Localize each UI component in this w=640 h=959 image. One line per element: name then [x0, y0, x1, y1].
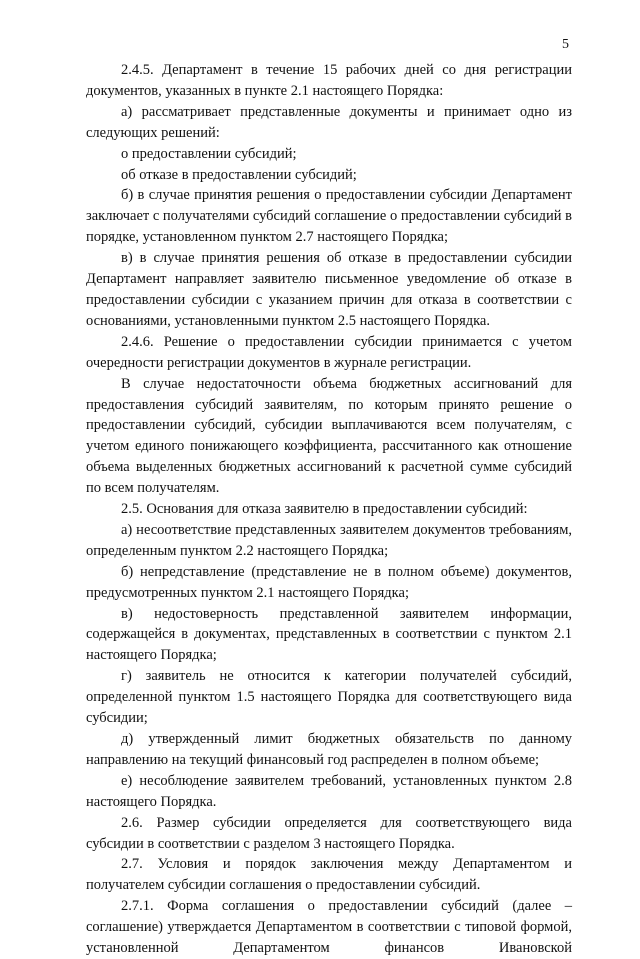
paragraph: г) заявитель не относится к категории получателей субсидий, определенной пунктом 1.5 настоящего Порядка для соответствующего вида субсидии; — [86, 668, 572, 727]
paragraph: о предоставлении субсидий; — [121, 145, 297, 162]
paragraph: 2.7.1. Форма соглашения о предоставлении субсидий (далее – соглашение) утверждается Департаментом в соответствии с типовой формой, установленной Департаментом финансов Ивановской — [86, 898, 572, 957]
paragraph: в) недостоверность представленной заявителем информации, содержащейся в документах, представленных в соответствии с пунктом 2.1 настоящего Порядка; — [86, 605, 572, 664]
document-body — [86, 60, 572, 959]
paragraph: 2.7. Условия и порядок заключения между Департаментом и получателем субсидии соглашения о предоставлении субсидий. — [86, 856, 572, 894]
paragraph: В случае недостаточности объема бюджетных ассигнований для предоставления субсидий заявителям, по которым принято решение о предоставлении субсидий, субсидии выплачиваются всем получателям, с учетом единого понижающего коэффициента, рассчитанного как отношение объема выделенных бюджетных ассигнований к расчетной сумме субсидий по всем получателям. — [86, 375, 572, 497]
page-number: 5 — [562, 37, 569, 52]
paragraph: д) утвержденный лимит бюджетных обязательств по данному направлению на текущий финансовый год распределен в полном объеме; — [86, 731, 572, 768]
paragraph: а) рассматривает представленные документы и принимает одно из следующих решений: — [86, 103, 572, 141]
paragraph: 2.6. Размер субсидии определяется для соответствующего вида субсидии в соответствии с разделом 3 настоящего Порядка. — [86, 814, 572, 852]
paragraph: 2.5. Основания для отказа заявителю в предоставлении субсидий: — [121, 501, 528, 518]
paragraph: а) несоответствие представленных заявителем документов требованиям, определенным пунктом 2.2 настоящего Порядка; — [86, 521, 572, 559]
paragraph: 2.4.5. Департамент в течение 15 рабочих дней со дня регистрации документов, указанных в пункте 2.1 настоящего Порядка: — [86, 62, 572, 99]
paragraph: в) в случае принятия решения об отказе в предоставлении субсидии Департамент направляет заявителю письменное уведомление об отказе в предоставлении субсидии с указанием причин для отказа в соответствии с основаниями, установленными пунктом 2.5 настоящего Порядка. — [86, 250, 572, 329]
paragraph: об отказе в предоставлении субсидий; — [121, 166, 357, 183]
paragraph: б) в случае принятия решения о предоставлении субсидии Департамент заключает с получателями субсидий соглашение о предоставлении субсидий в порядке, установленном пунктом 2.7 настоящего Порядка; — [86, 187, 572, 246]
paragraph: б) непредставление (представление не в полном объеме) документов, предусмотренных пунктом 2.1 настоящего Порядка; — [86, 563, 572, 601]
paragraph: е) несоблюдение заявителем требований, установленных пунктом 2.8 настоящего Порядка. — [86, 772, 572, 810]
paragraph: 2.4.6. Решение о предоставлении субсидии принимается с учетом очередности регистрации документов в журнале регистрации. — [86, 333, 572, 371]
